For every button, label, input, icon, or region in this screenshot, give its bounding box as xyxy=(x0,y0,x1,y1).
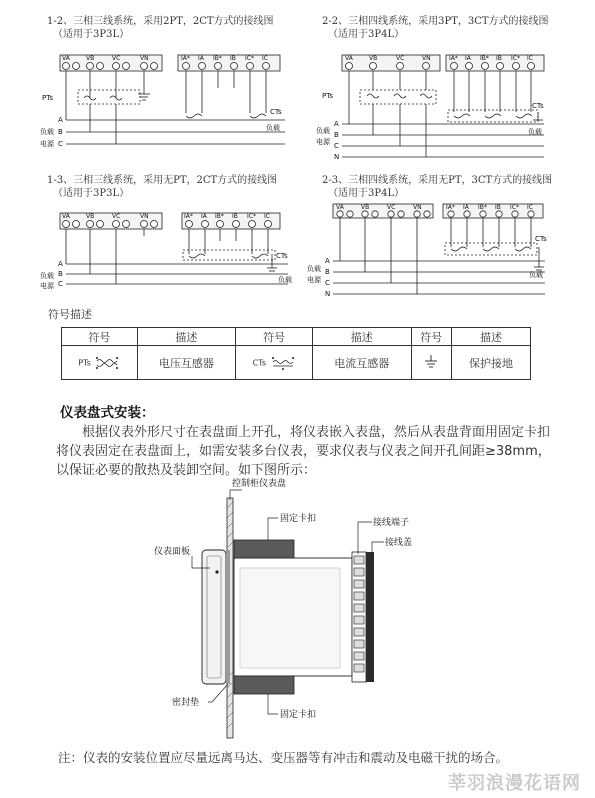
terminal-ia-star: IA* xyxy=(449,55,458,62)
caption-text: 2-2、三相四线系统，采用3PT，3CT方式的接线图 xyxy=(322,16,549,27)
header-cell: 符号 xyxy=(411,328,451,346)
meter-face xyxy=(202,550,226,684)
line-c: C xyxy=(325,279,330,287)
line-a: A xyxy=(58,260,63,268)
line-n: N xyxy=(325,290,331,298)
wiring-diagram-2-2 xyxy=(316,48,552,163)
diagram-1-3-caption xyxy=(47,174,277,200)
diagram-2-2-caption xyxy=(322,15,549,41)
terminal-vb: VB xyxy=(361,204,370,211)
line-a: A xyxy=(334,120,339,128)
clip-top xyxy=(234,540,294,558)
caption-sub: （适用于3P3L） xyxy=(53,188,130,199)
label-load-right: 负载 xyxy=(528,128,542,136)
terminal-ia: IA xyxy=(465,55,471,62)
line-b: B xyxy=(334,131,339,139)
ct-desc-cell: 电流互感器 xyxy=(313,346,411,380)
pt-label: PTs xyxy=(322,92,333,100)
label-load: 负载 xyxy=(316,127,330,135)
ct-label: CTs xyxy=(276,252,288,260)
line-b: B xyxy=(325,268,330,276)
label-gasket: 密封垫 xyxy=(172,698,200,708)
terminal-ic: IC xyxy=(527,55,533,62)
label-source: 电源 xyxy=(40,140,54,148)
header-cell: 描述 xyxy=(313,328,411,346)
wiring-diagram-1-3 xyxy=(40,206,300,298)
install-paragraph: 根据仪表外形尺寸在表盘面上开孔，将仪表嵌入表盘，然后从表盘背面用固定卡扣将仪表固定在表盘面上，如需安装多台仪表，要求仪表与仪表之间开孔间距≥38mm，以保证必要的散热及装卸空间。如下图所示： xyxy=(56,425,551,478)
line-c: C xyxy=(58,140,63,148)
terminal-ic-star: IC* xyxy=(245,55,254,62)
line-b: B xyxy=(58,270,63,278)
pt-transformer-icon xyxy=(94,354,120,372)
label-source: 电源 xyxy=(40,282,54,290)
installation-diagram xyxy=(150,478,470,746)
label-clip-top: 固定卡扣 xyxy=(280,514,317,524)
terminal-va: VA xyxy=(62,55,70,62)
ct-label: CTs xyxy=(535,235,547,243)
terminal-vn: VN xyxy=(140,213,149,220)
table-header-row xyxy=(62,328,531,346)
label-face: 仪表面板 xyxy=(154,547,191,557)
terminal-cover xyxy=(366,552,374,682)
terminal-ia-star: IA* xyxy=(181,55,190,62)
diagram-1-2-caption xyxy=(47,15,274,41)
line-c: C xyxy=(334,142,339,150)
terminal-vn: VN xyxy=(413,204,422,211)
caption-text: 1-3、三相三线系统，采用无PT，2CT方式的接线图 xyxy=(47,175,278,186)
terminal-ic-star: IC* xyxy=(511,55,520,62)
terminal-ia-star: IA* xyxy=(446,204,455,211)
install-note: 注：仪表的安装位置应尽量远离马达、变压器等有冲击和震动及电磁干扰的场合。 xyxy=(58,750,509,765)
terminal-va: VA xyxy=(336,204,344,211)
pt-label: PTs xyxy=(42,94,53,102)
terminal-vb: VB xyxy=(86,213,95,220)
terminal-ic: IC xyxy=(527,204,533,211)
line-a: A xyxy=(325,257,330,265)
terminal-ib: IB xyxy=(230,55,236,62)
terminal-vc: VC xyxy=(396,55,405,62)
header-cell: 描述 xyxy=(451,328,530,346)
label-source: 电源 xyxy=(316,138,330,146)
pt-symbol-text: PTs xyxy=(78,358,91,367)
terminal-vb: VB xyxy=(86,55,95,62)
ground-desc-cell: 保护接地 xyxy=(451,346,530,380)
caption-sub: （适用于3P4L） xyxy=(328,188,405,199)
label-cover: 接线盖 xyxy=(385,538,413,548)
terminal-ib: IB xyxy=(495,204,501,211)
label-load-right: 负载 xyxy=(278,276,292,284)
label-terminal: 接线端子 xyxy=(373,518,410,528)
ct-transformer-icon xyxy=(270,354,296,372)
label-clip-bottom: 固定卡扣 xyxy=(280,710,317,720)
label-panel: 控制柜仪表盘 xyxy=(232,479,287,489)
terminal-va: VA xyxy=(62,213,70,220)
ground-icon xyxy=(423,353,439,369)
diagram-2-3-caption xyxy=(322,174,552,200)
ct-label: CTs xyxy=(270,108,282,116)
watermark: 莘羽浪漫花语网 xyxy=(448,773,581,794)
pt-desc-cell: 电压互感器 xyxy=(137,346,235,380)
symbol-table xyxy=(61,327,531,380)
terminal-ic-star: IC* xyxy=(247,213,256,220)
terminal-vc: VC xyxy=(112,213,121,220)
header-cell: 符号 xyxy=(236,328,313,346)
terminal-ia-star: IA* xyxy=(184,213,193,220)
symbol-table-title: 符号描述 xyxy=(48,308,92,321)
label-load: 负载 xyxy=(40,272,54,280)
terminal-ia: IA xyxy=(201,213,207,220)
line-b: B xyxy=(58,128,63,136)
caption-text: 1-2、三相三线系统，采用2PT，2CT方式的接线图 xyxy=(47,16,274,27)
terminal-ib-star: IB* xyxy=(213,55,222,62)
wiring-diagram-1-2 xyxy=(40,48,290,158)
ct-label: CTs xyxy=(532,102,544,110)
terminal-ib-star: IB* xyxy=(480,55,489,62)
terminal-ic-star: IC* xyxy=(510,204,519,211)
header-cell: 符号 xyxy=(62,328,138,346)
terminal-ib-star: IB* xyxy=(478,204,487,211)
label-load-right: 负载 xyxy=(529,271,543,279)
terminal-vb: VB xyxy=(369,55,378,62)
pt-symbol-cell xyxy=(62,346,138,380)
label-load: 负载 xyxy=(40,128,54,136)
header-cell: 描述 xyxy=(137,328,235,346)
terminal-va: VA xyxy=(345,55,353,62)
label-load-right: 负载 xyxy=(266,124,280,132)
terminal-ic: IC xyxy=(262,55,268,62)
wiring-diagram-2-3 xyxy=(307,199,553,299)
terminal-vc: VC xyxy=(112,55,121,62)
terminal-vn: VN xyxy=(140,55,149,62)
caption-sub: （适用于3P3L） xyxy=(53,29,130,40)
terminal-ic: IC xyxy=(264,213,270,220)
clip-bottom xyxy=(234,676,294,694)
terminal-vn: VN xyxy=(422,55,431,62)
label-load: 负载 xyxy=(307,265,321,273)
label-source: 电源 xyxy=(307,276,321,284)
terminal-ib: IB xyxy=(496,55,502,62)
install-heading: 仪表盘式安装： xyxy=(60,405,155,421)
terminal-ib: IB xyxy=(232,213,238,220)
caption-text: 2-3、三相四线系统，采用无PT，3CT方式的接线图 xyxy=(322,175,553,186)
ct-symbol-cell xyxy=(236,346,313,380)
terminal-ia: IA xyxy=(198,55,204,62)
caption-sub: （适用于3P4L） xyxy=(328,29,405,40)
terminal-vc: VC xyxy=(387,204,396,211)
line-a: A xyxy=(58,116,63,124)
line-n: N xyxy=(334,153,340,161)
ground-symbol-cell xyxy=(411,346,451,380)
terminal-ib-star: IB* xyxy=(215,213,224,220)
line-c: C xyxy=(58,280,63,288)
terminal-ia: IA xyxy=(463,204,469,211)
ct-symbol-text: CTs xyxy=(252,358,266,367)
table-row xyxy=(62,346,531,380)
